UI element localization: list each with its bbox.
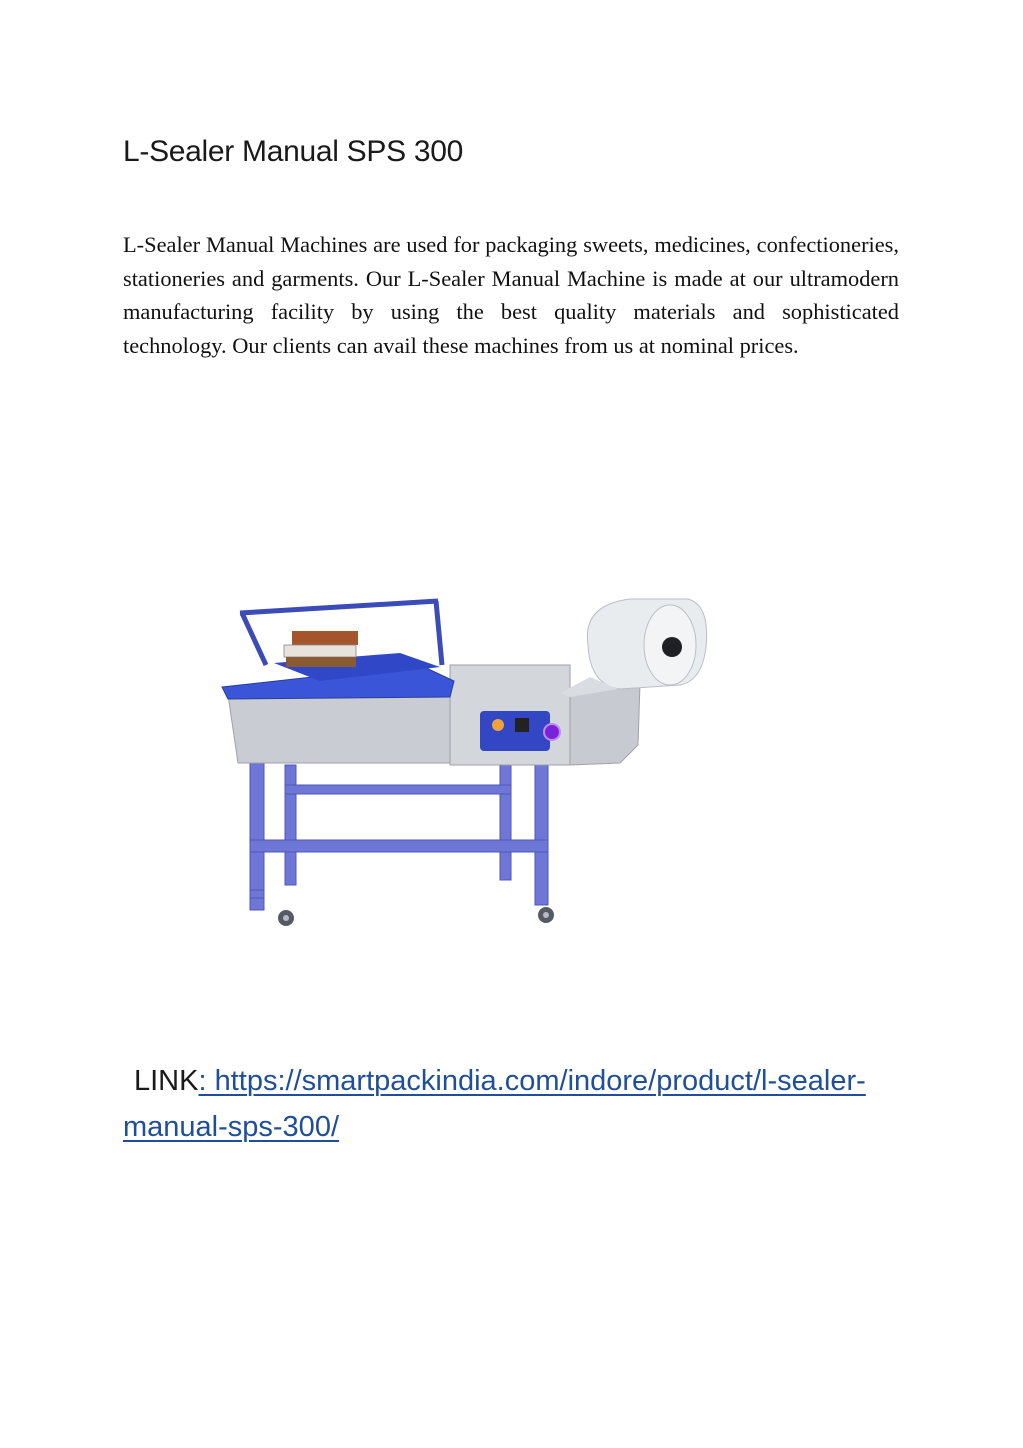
caster-wheels: [278, 907, 554, 926]
page-title: L-Sealer Manual SPS 300: [123, 135, 463, 168]
machine-stand: [250, 760, 548, 910]
packed-boxes: [284, 631, 358, 667]
link-label: LINK: [134, 1065, 199, 1097]
product-image: [210, 585, 730, 935]
product-url-link[interactable]: : https://smartpackindia.com/indore/product/l-sealer-manual-sps-300/: [123, 1065, 866, 1143]
product-link-paragraph: [123, 1058, 913, 1150]
product-description: L-Sealer Manual Machines are used for packaging sweets, medicines, confectioneries, stationeries and garments. Our L-Sealer Manual Machine is made at our ultramodern manufacturing facility by using the best quality materials and sophisticated technology. Our clients can avail these machines from us at nominal prices.: [123, 232, 899, 358]
film-roll: [560, 599, 707, 697]
